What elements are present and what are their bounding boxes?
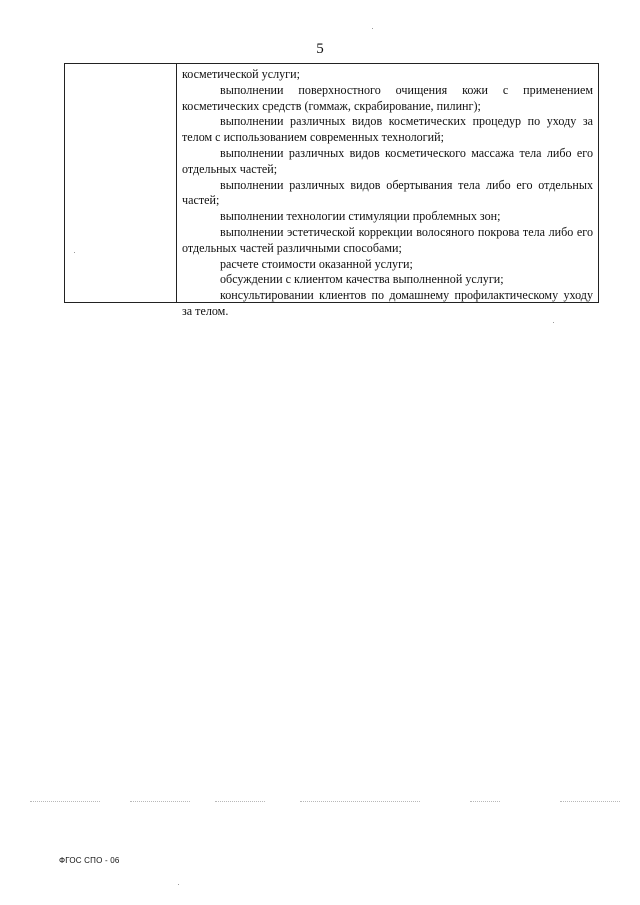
scan-line — [470, 801, 500, 802]
page-number: 5 — [316, 41, 324, 57]
scan-speck — [553, 322, 554, 323]
column-divider — [176, 64, 177, 302]
table-text-cell — [182, 67, 593, 320]
list-item: выполнении технологии стимуляции проблемных зон; — [220, 209, 501, 224]
list-item: выполнении поверхностного очищения кожи с применением косметических средств (гоммаж, скрабирование, пилинг); — [182, 82, 593, 113]
scan-line — [215, 801, 265, 802]
scan-speck — [74, 252, 75, 253]
competency-table — [64, 63, 599, 318]
scan-speck — [178, 884, 179, 885]
scan-line — [130, 801, 190, 802]
list-item: выполнении различных видов обертывания тела либо его отдельных частей; — [182, 177, 593, 208]
scan-speck — [372, 28, 373, 29]
scan-line — [30, 801, 100, 802]
scan-line — [560, 801, 620, 802]
list-item: выполнении эстетической коррекции волосяного покрова тела либо его отдельных частей различными способами; — [182, 224, 593, 255]
footer-label: ФГОС СПО - 06 — [59, 856, 120, 865]
list-item: косметической услуги; — [182, 67, 300, 81]
list-item: обсуждении с клиентом качества выполненной услуги; — [220, 272, 504, 287]
list-item: консультировании клиентов по домашнему профилактическому уходу за телом. — [182, 288, 593, 318]
list-item: расчете стоимости оказанной услуги; — [220, 256, 413, 271]
list-item: выполнении различных видов косметического массажа тела либо его отдельных частей; — [182, 145, 593, 176]
scan-line — [300, 801, 420, 802]
list-item: выполнении различных видов косметических процедур по уходу за телом с использованием современных технологий; — [182, 114, 593, 145]
